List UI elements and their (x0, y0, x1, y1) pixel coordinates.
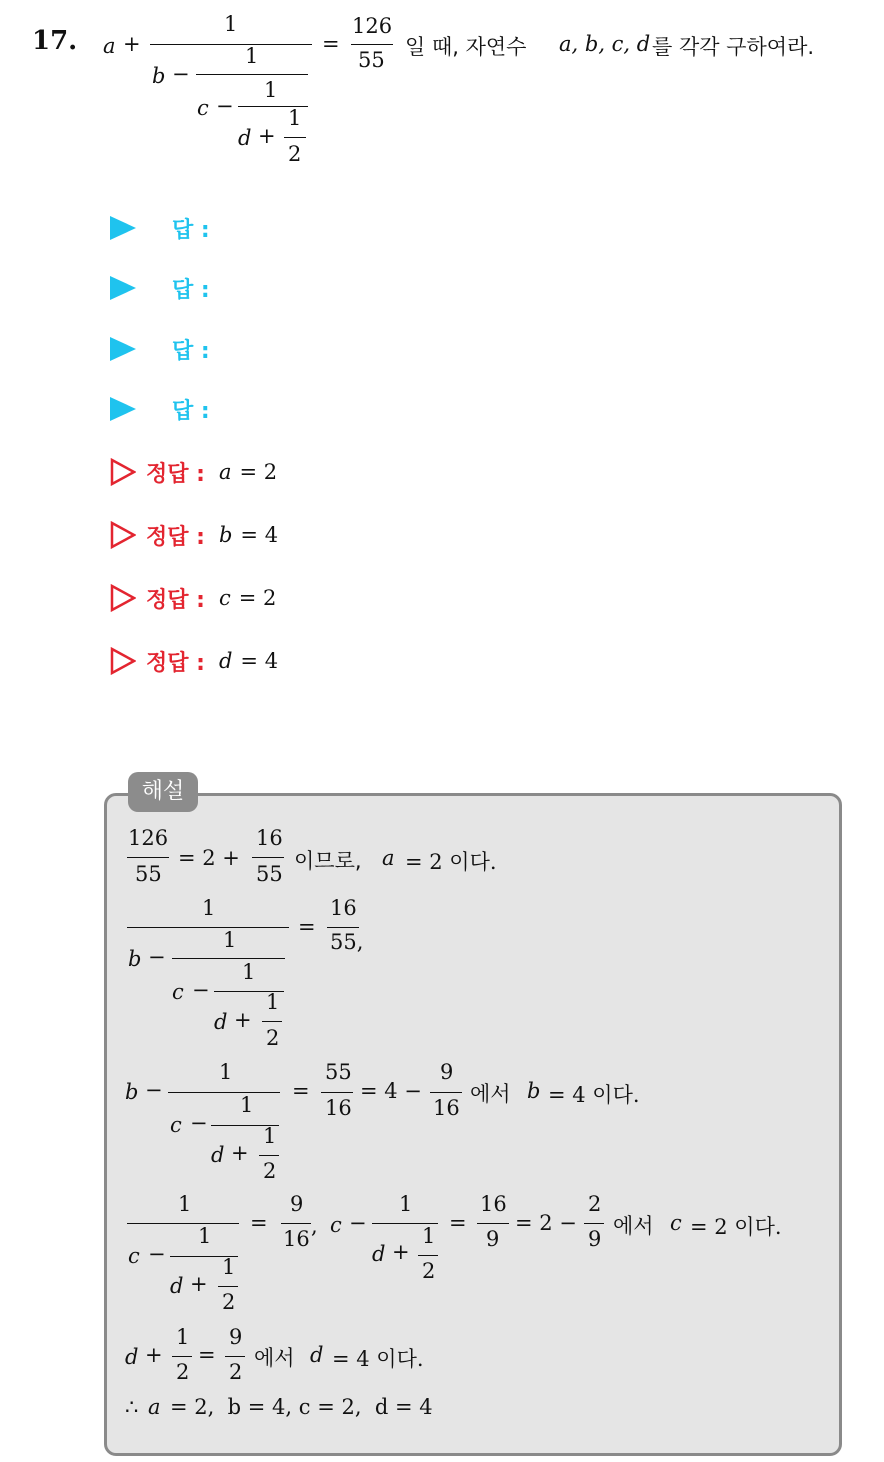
correct-var: d (218, 649, 233, 673)
correct-answer-row-2 (110, 518, 278, 552)
play-triangle-icon (110, 276, 136, 300)
correct-var: a (218, 460, 232, 484)
correct-answer-row-3 (110, 581, 276, 615)
answer-label: 답 : (172, 338, 210, 364)
solution-tag: 해설 (128, 772, 198, 812)
correct-value: = 4 (240, 649, 279, 673)
correct-value: = 4 (240, 523, 279, 547)
play-triangle-icon (110, 216, 136, 240)
answer-label: 답 : (172, 277, 210, 303)
question-vars: a, b, c, d (559, 32, 651, 56)
correct-var: b (218, 523, 233, 547)
answer-label: 답 : (172, 398, 210, 424)
correct-value: = 2 (239, 460, 278, 484)
correct-label: 정답 : (146, 461, 205, 487)
correct-answer-row-4 (110, 644, 278, 678)
outline-triangle-icon (110, 458, 136, 486)
answer-row-1[interactable] (110, 211, 210, 245)
correct-label: 정답 : (146, 587, 205, 613)
correct-value: = 2 (238, 586, 277, 610)
answer-label: 답 : (172, 217, 210, 243)
correct-answer-row-1 (110, 455, 277, 489)
play-triangle-icon (110, 397, 136, 421)
answer-row-4[interactable] (110, 392, 210, 426)
question-number: 17. (32, 26, 78, 56)
question-text: 일 때, 자연수 (405, 35, 527, 59)
answer-row-2[interactable] (110, 271, 210, 305)
answer-row-3[interactable] (110, 332, 210, 366)
outline-triangle-icon (110, 521, 136, 549)
play-triangle-icon (110, 337, 136, 361)
outline-triangle-icon (110, 647, 136, 675)
correct-label: 정답 : (146, 524, 205, 550)
outline-triangle-icon (110, 584, 136, 612)
correct-label: 정답 : (146, 650, 205, 676)
question-text-end: 를 각각 구하여라. (652, 35, 815, 59)
correct-var: c (218, 586, 231, 610)
